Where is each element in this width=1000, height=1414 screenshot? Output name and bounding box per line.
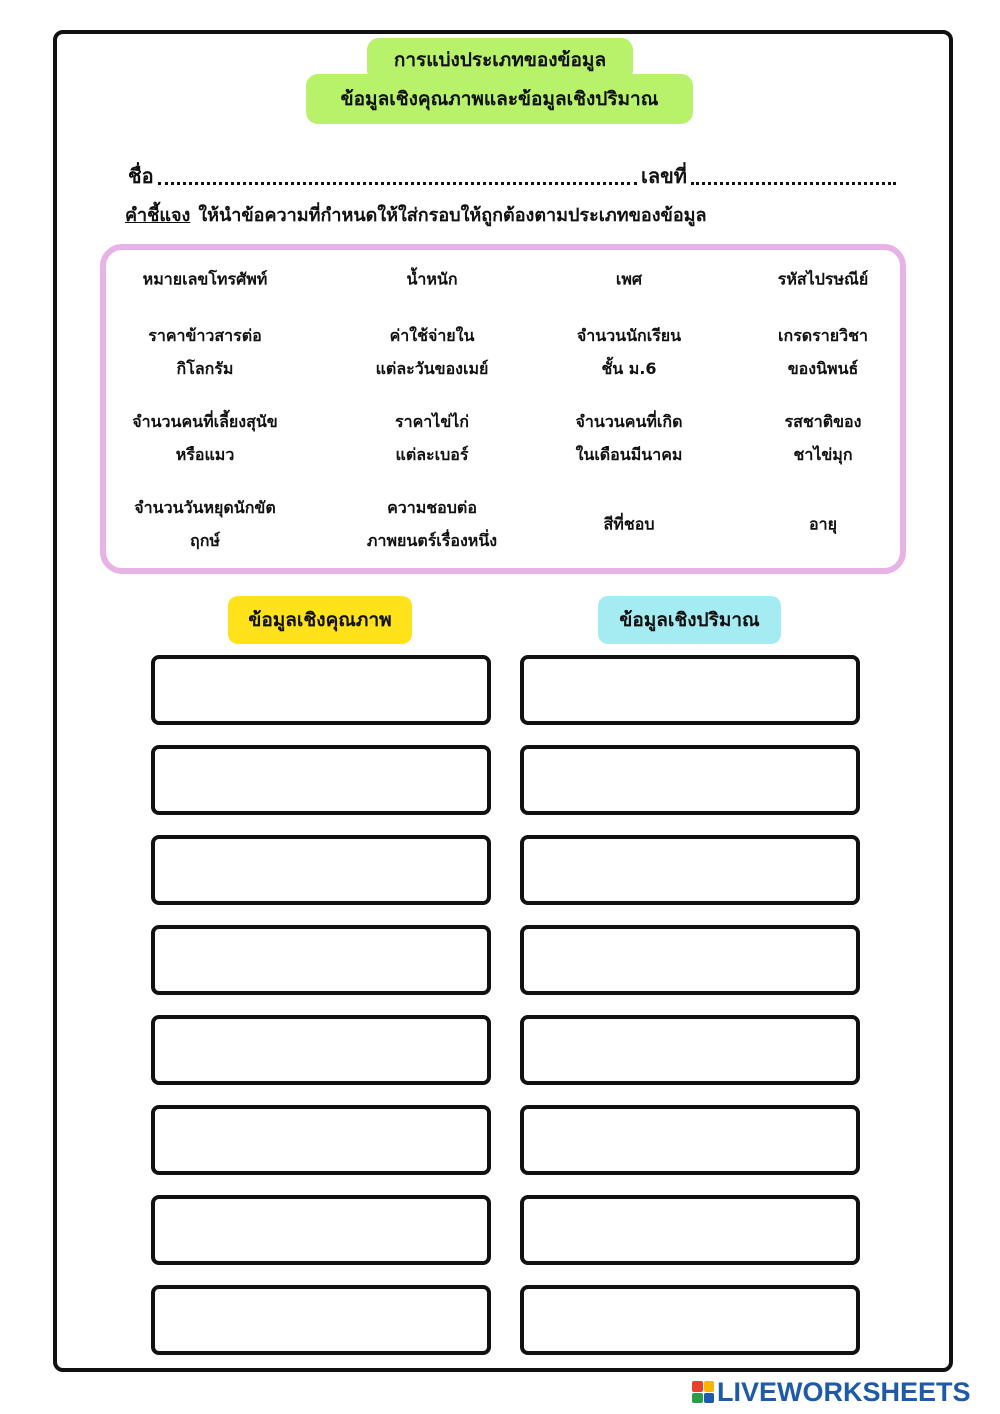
title-line-2: ข้อมูลเชิงคุณภาพและข้อมูลเชิงปริมาณ: [306, 74, 693, 124]
quantitative-heading: ข้อมูลเชิงปริมาณ: [598, 596, 781, 644]
instruction: [125, 200, 925, 232]
qualitative-answer-box[interactable]: [151, 745, 491, 815]
word-card[interactable]: จำนวนคนที่เลี้ยงสุนัข หรือแมว: [132, 412, 278, 464]
word-card[interactable]: รสชาติของ ชาไข่มุก: [784, 412, 862, 464]
word-card[interactable]: หมายเลขโทรศัพท์: [142, 269, 268, 289]
number-label: เลขที่: [641, 164, 687, 188]
word-card[interactable]: น้ำหนัก: [406, 269, 458, 289]
word-card[interactable]: อายุ: [809, 514, 837, 534]
word-card[interactable]: สีที่ชอบ: [603, 514, 655, 534]
quantitative-answer-box[interactable]: [520, 835, 860, 905]
qualitative-answer-box[interactable]: [151, 1015, 491, 1085]
quantitative-answer-box[interactable]: [520, 925, 860, 995]
word-card[interactable]: ราคาข้าวสารต่อ กิโลกรัม: [148, 326, 262, 378]
word-card[interactable]: รหัสไปรษณีย์: [777, 269, 869, 289]
name-label: ชื่อ: [128, 164, 154, 188]
qualitative-answer-box[interactable]: [151, 925, 491, 995]
word-card[interactable]: เกรดรายวิชา ของนิพนธ์: [778, 326, 868, 378]
title-line-1: การแบ่งประเภทของข้อมูล: [367, 38, 633, 82]
quantitative-answer-box[interactable]: [520, 1105, 860, 1175]
word-card[interactable]: เพศ: [615, 269, 643, 289]
word-card[interactable]: จำนวนคนที่เกิด ในเดือนมีนาคม: [575, 412, 683, 464]
instruction-label: คำชี้แจง: [125, 205, 191, 226]
number-field[interactable]: [691, 181, 896, 185]
qualitative-answer-box[interactable]: [151, 1105, 491, 1175]
liveworksheets-logo-icon: [692, 1381, 714, 1403]
instruction-text: ให้นำข้อความที่กำหนดให้ใส่กรอบให้ถูกต้องตามประเภทของข้อมูล: [198, 205, 707, 226]
quantitative-answer-box[interactable]: [520, 745, 860, 815]
word-card[interactable]: ความชอบต่อ ภาพยนตร์เรื่องหนึ่ง: [366, 498, 498, 550]
qualitative-answer-box[interactable]: [151, 1195, 491, 1265]
name-number-line: [128, 156, 896, 192]
word-card[interactable]: ค่าใช้จ่ายใน แต่ละวันของเมย์: [375, 326, 489, 378]
quantitative-answer-box[interactable]: [520, 1285, 860, 1355]
quantitative-answer-box[interactable]: [520, 655, 860, 725]
quantitative-answer-box[interactable]: [520, 1015, 860, 1085]
qualitative-answer-box[interactable]: [151, 1285, 491, 1355]
word-card[interactable]: ราคาไข่ไก่ แต่ละเบอร์: [395, 412, 469, 464]
qualitative-answer-box[interactable]: [151, 655, 491, 725]
word-card[interactable]: จำนวนนักเรียน ชั้น ม.6: [576, 326, 682, 378]
qualitative-answer-box[interactable]: [151, 835, 491, 905]
quantitative-answer-box[interactable]: [520, 1195, 860, 1265]
name-field[interactable]: [158, 181, 637, 185]
word-card[interactable]: จำนวนวันหยุดนักขัต ฤกษ์: [134, 498, 276, 550]
qualitative-heading: ข้อมูลเชิงคุณภาพ: [228, 596, 412, 644]
logo-text: LIVEWORKSHEETS: [717, 1376, 971, 1407]
liveworksheets-logo: [692, 1377, 971, 1407]
